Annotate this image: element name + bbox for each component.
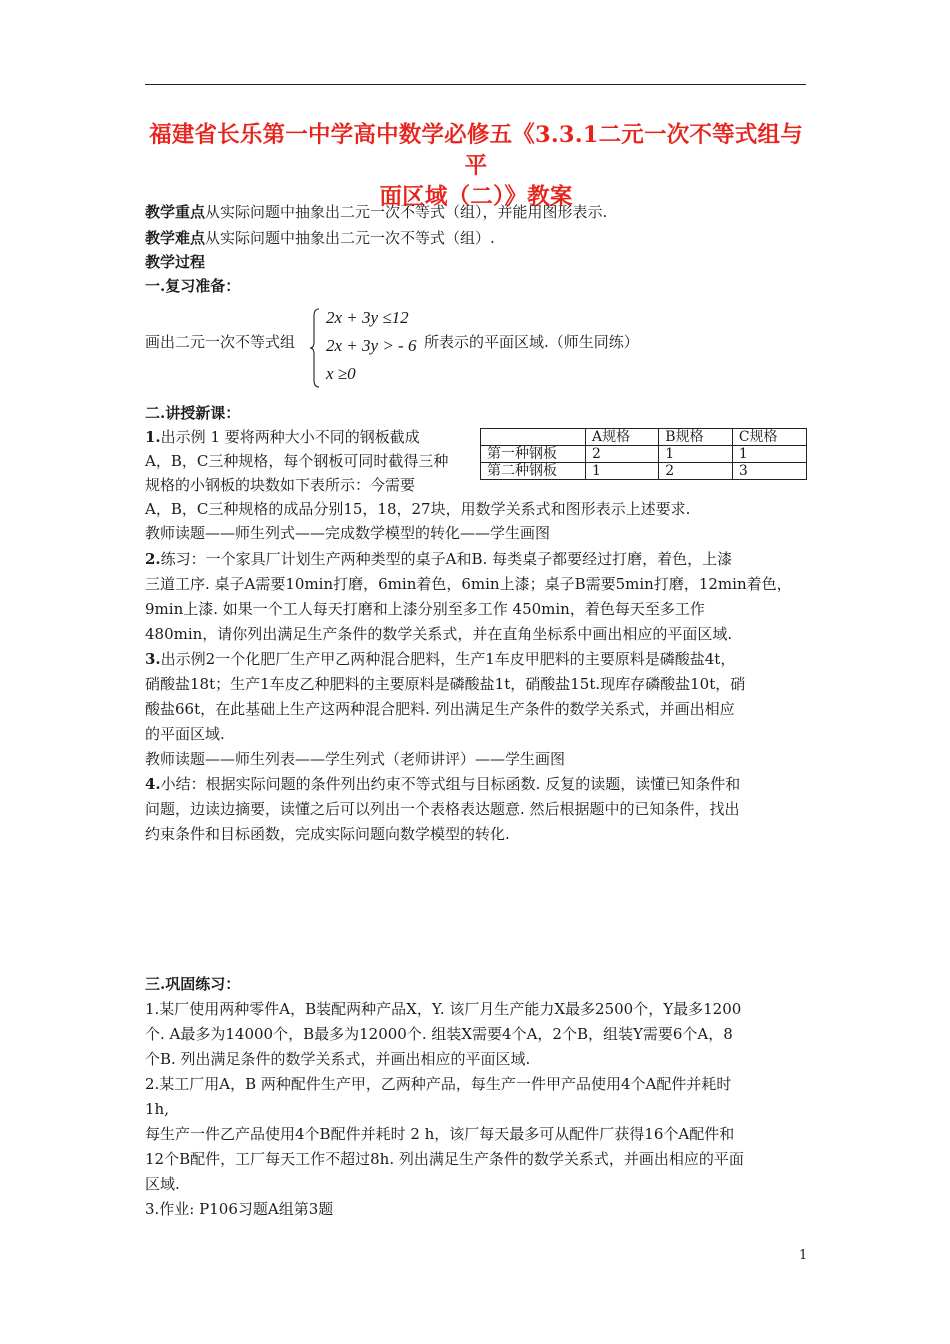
key-point-text: 从实际问题中抽象出二元一次不等式（组），并能用图形表示.	[205, 203, 608, 221]
table-header-row	[481, 429, 807, 446]
inequality-2: 2x + 3y > - 6	[326, 336, 417, 355]
item4-line-1	[145, 774, 740, 794]
table-header-cell	[481, 429, 586, 446]
item3-line-4: 的平面区域.	[145, 725, 225, 743]
inequality-system	[310, 308, 430, 390]
item4-line-3: 约束条件和目标函数，完成实际问题向数学模型的转化.	[145, 825, 510, 843]
exercise-line-9: 3.作业: P106习题A组第3题	[145, 1200, 334, 1218]
difficulty-label: 教学难点	[145, 229, 206, 247]
exercise-line-5: 1h,	[145, 1100, 169, 1118]
item1-line-2: A，B，C三种规格，每个钢板可同时截得三种	[145, 452, 449, 470]
item1-number: 1.	[145, 428, 161, 446]
item2-text-1: 练习：一个家具厂计划生产两种类型的桌子A和B. 每类桌子都要经过打磨，着色，上漆	[160, 550, 733, 568]
exercise-line-2: 个. A最多为14000个，B最多为12000个. 组装X需要4个A，2个B，组装Y需要6个A，8	[145, 1025, 733, 1043]
steel-plate-table	[480, 428, 807, 480]
table-header-cell: A规格	[586, 429, 659, 446]
item1-line-3: 规格的小钢板的块数如下表所示：今需要	[145, 476, 416, 494]
item2-number: 2.	[145, 550, 161, 568]
document-title	[140, 120, 812, 213]
inequality-1: 2x + 3y ≤12	[326, 308, 409, 327]
exercise-line-8: 区域.	[145, 1175, 180, 1193]
exercise-line-6: 每生产一件乙产品使用4个B配件并耗时 2 h，该厂每天最多可从配件厂获得16个A配件和	[145, 1125, 735, 1143]
table-cell: 1	[732, 446, 806, 463]
section1-heading: 一.复习准备：	[145, 277, 241, 295]
table-header-cell: B规格	[659, 429, 733, 446]
item2-line-4: 480min，请你列出满足生产条件的数学关系式，并在直角坐标系中画出相应的平面区域.	[145, 625, 733, 643]
title-line-2: 面区域（二）》教案	[379, 184, 573, 210]
item2-line-1	[145, 549, 732, 569]
difficulty-line	[145, 228, 495, 248]
item3-line-2: 硝酸盐18t；生产1车皮乙种肥料的主要原料是磷酸盐1t，硝酸盐15t.现库存磷酸盐10t，硝	[145, 675, 746, 693]
item3-number: 3.	[145, 650, 161, 668]
item4-text-1: 小结：根据实际问题的条件列出约束不等式组与目标函数. 反复的读题，读懂已知条件和	[160, 775, 741, 793]
table-row	[481, 463, 807, 480]
table-cell: 1	[586, 463, 659, 480]
item3-line-3: 酸盐66t，在此基础上生产这两种混合肥料. 列出满足生产条件的数学关系式，并画出相应	[145, 700, 735, 718]
key-point-label: 教学重点	[145, 203, 206, 221]
key-point-line	[145, 202, 607, 222]
process-heading: 教学过程	[145, 253, 206, 271]
section1-intro: 画出二元一次不等式组	[145, 333, 296, 351]
item2-line-2: 三道工序. 桌子A需要10min打磨，6min着色，6min上漆；桌子B需要5min打磨，12min着色，	[145, 575, 792, 593]
inequality-3: x ≥0	[326, 364, 356, 383]
title-line-1: 福建省长乐第一中学高中数学必修五《3.3.1二元一次不等式组与平	[149, 122, 803, 179]
table-row	[481, 446, 807, 463]
exercise-line-3: 个B. 列出满足条件的数学关系式，并画出相应的平面区域.	[145, 1050, 531, 1068]
left-brace-icon	[310, 308, 320, 388]
flow-1: 教师读题——师生列式——完成数学模型的转化——学生画图	[145, 524, 551, 542]
section3-heading: 三.巩固练习：	[145, 975, 241, 993]
item1-text-1: 出示例 1 要将两种大小不同的钢板截成	[160, 428, 420, 446]
item4-line-2: 问题，边读边摘要，读懂之后可以列出一个表格表达题意. 然后根据题中的已知条件，找出	[145, 800, 740, 818]
section2-heading: 二.讲授新课：	[145, 404, 241, 422]
exercise-line-4: 2.某工厂用A，B 两种配件生产甲，乙两种产品，每生产一件甲产品使用4个A配件并耗时	[145, 1075, 732, 1093]
table-cell: 3	[732, 463, 806, 480]
table-cell: 2	[659, 463, 733, 480]
page-number: 1	[799, 1248, 808, 1263]
table-cell: 1	[659, 446, 733, 463]
exercise-line-1: 1.某厂使用两种零件A，B装配两种产品X，Y. 该厂月生产能力X最多2500个，Y最多1200	[145, 1000, 742, 1018]
item1-line-1	[145, 427, 420, 447]
item3-text-1: 出示例2一个化肥厂生产甲乙两种混合肥料，生产1车皮甲肥料的主要原料是磷酸盐4t，	[160, 650, 736, 668]
difficulty-text: 从实际问题中抽象出二元一次不等式（组）.	[205, 229, 495, 247]
item1-line-4: A，B，C三种规格的成品分别15，18，27块，用数学关系式和图形表示上述要求.	[145, 500, 691, 518]
table-header-cell: C规格	[732, 429, 806, 446]
item2-line-3: 9min上漆. 如果一个工人每天打磨和上漆分别至多工作 450min，着色每天至多工作	[145, 600, 705, 618]
item4-number: 4.	[145, 775, 161, 793]
table-cell: 第一种钢板	[481, 446, 586, 463]
header-rule	[145, 84, 806, 85]
item3-line-1	[145, 649, 735, 669]
table-cell: 第二种钢板	[481, 463, 586, 480]
table-cell: 2	[586, 446, 659, 463]
section1-outro: 所表示的平面区域.（师生同练）	[424, 333, 639, 351]
exercise-line-7: 12个B配件，工厂每天工作不超过8h. 列出满足生产条件的数学关系式，并画出相应的平面	[145, 1150, 744, 1168]
flow-2: 教师读题——师生列表——学生列式（老师讲评）——学生画图	[145, 750, 566, 768]
